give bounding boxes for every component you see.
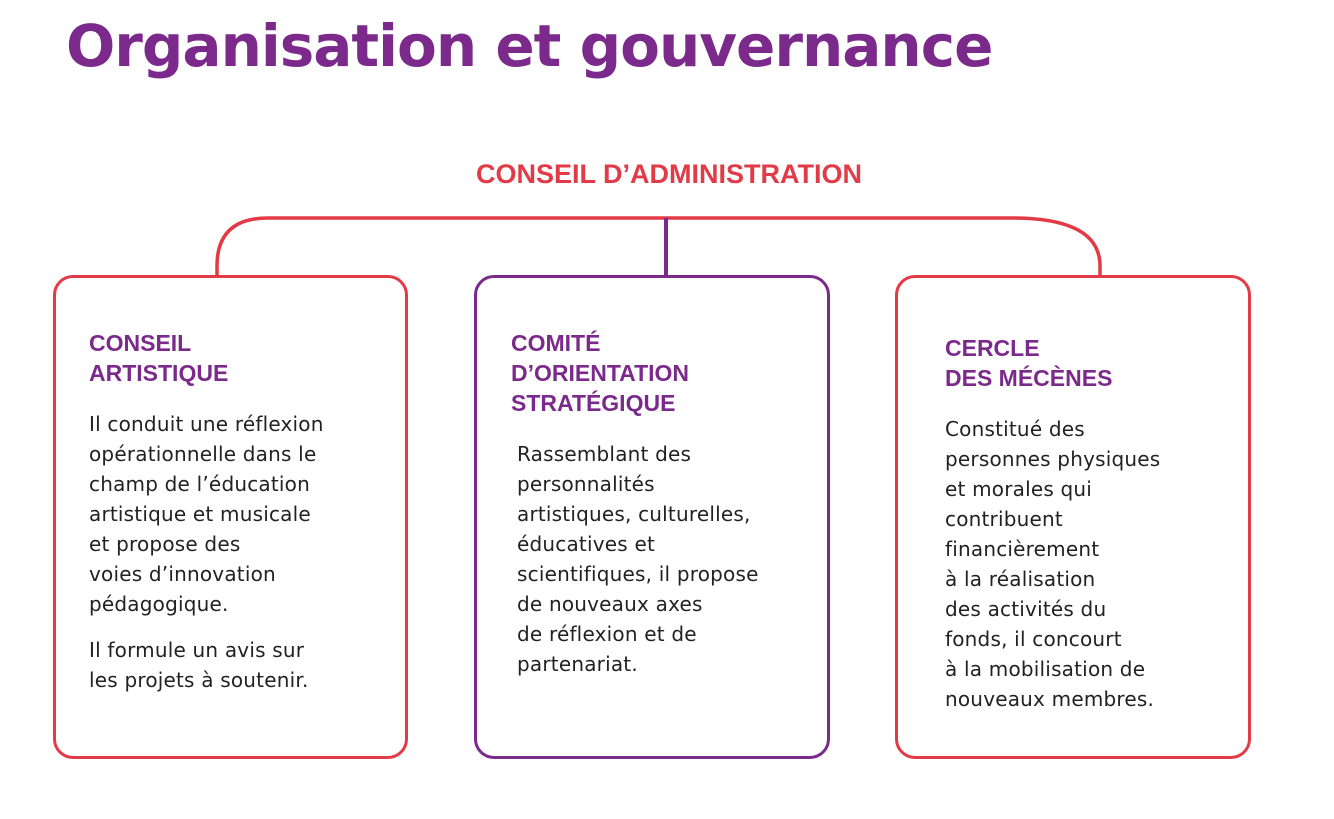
comite-orientation-description: Rassemblant des personnalités artistiques, culturelles, éducatives et scientifiques, il propose de nouveaux axes de réflexion et de partenariat.	[517, 442, 759, 676]
cercle-mecenes-box	[895, 275, 1251, 759]
conseil-artistique-heading: CONSEIL ARTISTIQUE	[89, 330, 229, 386]
page-title: Organisation et gouvernance	[66, 12, 993, 80]
conseil-artistique-role: Il formule un avis sur les projets à soutenir.	[89, 638, 309, 692]
connector-horizontal-left	[217, 218, 666, 275]
cercle-mecenes-heading: CERCLE DES MÉCÈNES	[945, 335, 1113, 391]
board-of-directors-label: CONSEIL D’ADMINISTRATION	[475, 159, 862, 189]
comite-orientation-heading: COMITÉ D’ORIENTATION STRATÉGIQUE	[511, 330, 690, 416]
comite-orientation-box	[474, 275, 830, 759]
cercle-mecenes-description: Constitué des personnes physiques et morales qui contribuent financièrement à la réalisation des activités du fonds, il concourt à la mobilisation de nouveaux membres.	[945, 417, 1161, 711]
conseil-artistique-box	[53, 275, 408, 759]
connector-horizontal-right	[666, 218, 1100, 275]
conseil-artistique-description: Il conduit une réflexion opérationnelle dans le champ de l’éducation artistique et musicale et propose des voies d’innovation pédagogique.	[89, 412, 324, 616]
